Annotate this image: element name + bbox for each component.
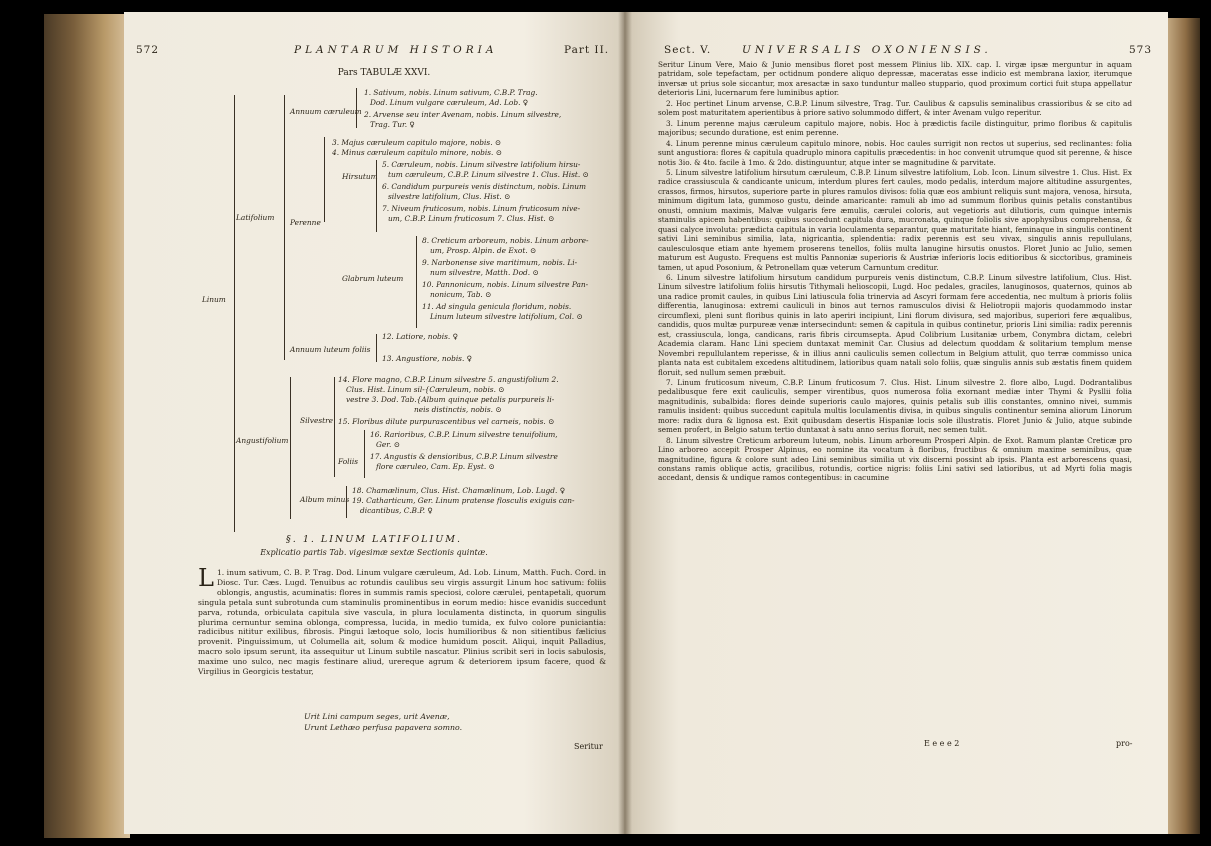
tree-branch-annuum-caeruleum: Annuum cæruleum: [290, 107, 362, 116]
tree-entry: Dod. Linum vulgare cæruleum, Ad. Lob. ♀: [370, 98, 529, 107]
paragraph: inum sativum, C. B. P. Trag. Dod. Linum vulgare cæruleum, Ad. Lob. Linum, Matth. Fuch. Cord. in Diosc. Tur. Cæs. Lugd. Tenuibus ac rotundis caulibus seu virgis assurgit Linum hoc sativum: foliis oblongis, angustis, acuminatis: flores in summis ramis speciosi, colore cærulei, pentapetali, quorum singula petala sunt subrotunda cum staminulis prominentibus in eorum medio: hisce evanidis succedunt parva, rotunda, orbiculata capitula sive vascula, in plura loculamenta distincta, in quorum singulis plurima cernuntur semina oblonga, compressa, lucida, in medio tumida, ex fulvo colore puniciantia: radicibus nititur exilibus, fibrosis. Pingui lætoque solo, locis humilioribus & non sitientibus fælicius provenit. Pinguissimum, ut Columella ait, solum & modice humidum poscit. Aliqui, inquit Palladius, macro solo ipsum serunt, ita assequitur ut Linum subtile nascatur. Plinius scribit seri in locis sabulosis, maxime uno sulco, nec magis festinare aliud, urereque agrum & deteriorem ipsum facere, quod & Virgilius in Georgicis testatur,: [198, 568, 606, 677]
book-edge-right: [1164, 18, 1200, 834]
tree-entry: num silvestre, Matth. Dod. ⊙: [430, 268, 539, 277]
tree-bracket-foliis: [364, 430, 365, 478]
left-body-text: [198, 564, 606, 678]
tree-entry: 15. Floribus dilute purpurascentibus vel carneis, nobis. ⊙: [338, 417, 555, 426]
tree-entry: Clus. Hist. Linum sil-{Cæruleum, nobis. ⊙: [346, 385, 505, 394]
tree-entry: 12. Latiore, nobis. ♀: [382, 332, 459, 341]
tree-entry: Trag. Tur. ♀: [370, 120, 415, 129]
tree-entry: 1. Sativum, nobis. Linum sativum, C.B.P. Trag.: [364, 88, 538, 97]
tree-bracket-angustifolium: [290, 377, 291, 519]
left-part-label: Part II.: [564, 44, 610, 56]
paragraph: 8. Linum silvestre Creticum arboreum luteum, nobis. Linum arboreum Prosperi Alpin. de Exot. Ramum plantæ Creticæ pro Lino arboreo accepit Prosper Alpinus, eo nomine ita vocatum à floribus, fructibus & omnium maxime seminibus, quæ magnitudine, figura & colore sunt adeo Lini seminibus similia ut vix discerni possint ab ipsis. Planta est arborescens quasi, constans ramis oblique actis, gracilibus, rotundis, cortice nigris: foliis Lini sativi sed latioribus, ut ad Myrti folia magis accedant, densis & undique ramos contegentibus: in cacumine: [658, 435, 1132, 483]
tree-bracket-silvestre: [334, 377, 335, 477]
paragraph: 7. Linum fruticosum niveum, C.B.P. Linum fruticosum 7. Clus. Hist. Linum silvestre 2. flore albo, Lugd. Dodrantalibus pedalibusque fere exit cauliculis, semper virentibus, quos numerosa folia exornant mediæ inter Thymi & Pysllii folia magnitudinis, subalbida: flores deinde superioris caulo majores, quinis petalis sub illis constantes, omnino nivei, summis ramulis insident: quibus succedunt capitula multis loculamentis divisa, in quibus singulis continentur semina aliorum Linorum more: radix dura & lignosa est. Exit quibusdam desertis Hispaniæ locis sole illustratis. Floret Junio & Julio, atque subinde semen profert, in Belgio satum tertio duntaxat à satu anno serius floruit, nec semen tulit.: [658, 377, 1132, 435]
tree-branch-latifolium: Latifolium: [236, 213, 275, 222]
tree-entry: 11. Ad singula genicula floridum, nobis.: [422, 302, 572, 311]
paragraph: 5. Linum silvestre latifolium hirsutum cæruleum, C.B.P. Linum silvestre latifolium, Lob. Icon. Linum silvestre 1. Clus. Hist. Ex radice crassiuscula & candicante unicum, interdum plures fert caules, modo pedalis, interdum majore altitudine assurgentes, crassos, firmos, hirsutos, superiore parte in plures ramulos divisos: folia quæ eos ambiunt reliquis sunt majora, venosa, hirsuta, minimum digitum lata, gummoso gustu, deinde amaricante: ramuli ab imo ad summum floribus quinis petalis constantibus onusti, omnium maximis, Malvæ vulgaris fere æmulis, cærulei coloris, aut vegetioris aut dilutioris, cum quinque internis staminulis apicem habentibus: quibus succedunt capitula dura, mucronata, quinque foliolis sive apophysibus comprehensa, & quasi calyce involuta: prædicta capitula in varia loculamenta separantur, quæ maturitate hiant, feminaque in singulis continent sativi Lini seminibus similia, lata, nigricantia, splendentia: radix perennis est seu vivax, singulis annis repullulans, caulesculosque etiam ante hyemem proserens tenellos, foliis multa lanugine hirsutis onustos. Floret Junio ac Julio, semen maturum est Augusto. Frequens est multis Pannoniæ superioris & Austriæ inferioris locis editioribus & sicctoribus, gramineis tamen, ut apud Posonium, & Petronellam quæ veterum Carnuntum creditur.: [658, 167, 1132, 272]
classification-tree: [124, 12, 624, 532]
open-book: [6, 6, 1205, 840]
right-body-text: [658, 60, 1132, 484]
tree-entry: um, C.B.P. Linum fruticosum 7. Clus. Hist. ⊙: [388, 214, 555, 223]
paragraph: Seritur Linum Vere, Maio & Junio mensibus floret post messem Plinius lib. XIX. cap. I. virgæ ipsæ merguntur in aquam patridam, sole tepefactam, per octidnum pondere aliquo depressæ, maceratas esse indicio est membrana laxior, iterumque inversæ ut prius sole siccantur, mox aresactæ in saxo tunduntur malleo stuppario, quod proximum cortici fuit stupa appellatur deterioris Lini, lucernarum fere luminibus aptior.: [658, 60, 1132, 98]
tree-entry: 8. Creticum arboreum, nobis. Linum arbore-: [422, 236, 589, 245]
tree-bracket-root: [234, 95, 235, 532]
tree-entry: 16. Rarioribus, C.B.P. Linum silvestre tenuifolium,: [370, 430, 558, 439]
right-page-number: 573: [1129, 44, 1153, 56]
book-gutter: [618, 12, 632, 834]
tree-bracket-glabrum: [416, 236, 417, 328]
left-page: [124, 12, 624, 834]
tree-entry: 18. Chamælinum, Clus. Hist. Chamælinum, Lob. Lugd. ♀: [352, 486, 566, 495]
tree-root-linum: Linum: [202, 295, 226, 304]
left-running-title: PLANTARUM HISTORIA: [294, 44, 498, 56]
paragraph: 6. Linum silvestre latifolium hirsutum candidum purpureis venis distinctum, C.B.P. Linum silvestre latifolium, Clus. Hist. Linum silvestre latifolium foliis hirsutis Tithymali helioscopii, Lugd. Hoc pedales, graciles, lanuginosos, quaternos, quinos ab una radice promit caules, in quibus Lini latiuscula folia trinervia ad Ascyri formam fere accedentia, nec multum à prioris foliis differentia, lanuginosa: extremi cauliculi in binos aut ternos ramusculos divisi & Heliotropii majoris quodammodo instar circumflexi, pleni sunt floribus quinis in lato aperiri incipiunt, Lini florum divisura, sed majoribus, superiori fere æqualibus, candidis, quos multæ purpureæ venæ intersecindunt: semen & capitula in quibus continetur, prioris Lini similia: radix perennis est, crassiuscula, longa, candicans, raris fibris circumsepta. Apud Colibrium Lusitaniæ urbem, Conymbra dictam, celebri Academia claram. Hanc Lini speciem duntaxat meminit Car. Clusius ad delectum quoddam & solitarium templum mense Novembri repullulantem reperisse, & in illius anni cauliculis semen collectum in Belgium attulit, quo terræ commisso unica planta nata est cubitalem excedens altitudinem, latioribus quam natali solo foliis, quæ singulis annis sub æstatis finem quidem floruit, sed nullum semen præbuit.: [658, 272, 1132, 377]
catchword: Seritur: [574, 742, 603, 751]
paragraph-number: 1.: [216, 568, 225, 577]
tree-branch-angustifolium: Angustifolium: [236, 436, 289, 445]
tree-entry: 19. Catharticum, Ger. Linum pratense flosculis exiguis can-: [352, 496, 575, 505]
table-heading: Pars TABULÆ XXVI.: [337, 68, 431, 78]
paragraph: 4. Linum perenne minus cæruleum capitulo minore, nobis. Hoc caules surrigit non rectos ut superius, sed reclinantes: folia sunt angustiora: flores & capitula quadruplo minora capitulis præcedentis: in hoc convenit utrumque quod sit perenne, & hisce notis 3io. & 4to. facile à 1mo. & 2do. distinguuntur, atque inter se magnitudine & parvitate.: [658, 138, 1132, 167]
right-page: [624, 12, 1168, 834]
right-running-title: UNIVERSALIS OXONIENSIS.: [742, 44, 992, 56]
tree-branch-album-minus: Album minus: [300, 495, 350, 504]
right-section-label: Sect. V.: [664, 44, 712, 56]
tree-entry: neis distinctis, nobis. ⊙: [414, 405, 502, 414]
tree-bracket-annuum-luteum: [376, 334, 377, 362]
paragraph: 2. Hoc pertinet Linum arvense, C.B.P. Linum silvestre, Trag. Tur. Caulibus & capsulis seminalibus crassioribus & se cito ad solem post maturitatem aperientibus à priore sativo solummodo differt, & inter Avenam vulgo reperitur.: [658, 98, 1132, 118]
tree-entry: flore cæruleo, Cam. Ep. Eyst. ⊙: [376, 462, 495, 471]
tree-entry: 17. Angustis & densioribus, C.B.P. Linum silvestre: [370, 452, 558, 461]
tree-branch-foliis: Foliis: [338, 457, 359, 466]
tree-entry: silvestre latifolium, Clus. Hist. ⊙: [388, 192, 511, 201]
tree-entry: 7. Niveum fruticosum, nobis. Linum fruticosum nive-: [382, 204, 581, 213]
verse-line: Urit Lini campum seges, urit Avenæ,: [304, 712, 450, 721]
tree-branch-annuum-luteum: Annuum luteum foliis: [290, 345, 371, 354]
drop-cap: L: [198, 564, 214, 592]
tree-branch-perenne: Perenne: [290, 218, 321, 227]
tree-bracket-hirsutum: [376, 160, 377, 232]
tree-entry: tum cæruleum, C.B.P. Linum silvestre 1. Clus. Hist. ⊙: [388, 170, 589, 179]
tree-entry: 2. Arvense seu inter Avenam, nobis. Linum silvestre,: [364, 110, 562, 119]
verse-line: Urunt Lethæo perfusa papavera somno.: [304, 723, 463, 732]
tree-entry: 3. Majus cæruleum capitulo majore, nobis. ⊙: [332, 138, 502, 147]
tree-entry: 13. Angustiore, nobis. ♀: [382, 354, 473, 363]
tree-entry: 14. Flore magno, C.B.P. Linum silvestre 5. angustifolium 2.: [338, 375, 559, 384]
tree-entry: 6. Candidum purpureis venis distinctum, nobis. Linum: [382, 182, 587, 191]
signature-mark: E e e e 2: [924, 739, 960, 748]
tree-branch-glabrum-luteum: Glabrum luteum: [342, 274, 404, 283]
tree-entry: 5. Cæruleum, nobis. Linum silvestre latifolium hirsu-: [382, 160, 581, 169]
tree-entry: 9. Narbonense sive maritimum, nobis. Li-: [422, 258, 578, 267]
tree-entry: dicantibus, C.B.P. ♀: [360, 506, 433, 515]
tree-entry: 10. Pannonicum, nobis. Linum silvestre Pan-: [422, 280, 589, 289]
tree-bracket-album-minus: [346, 486, 347, 518]
catchword: pro-: [1116, 739, 1133, 748]
tree-entry: Linum luteum silvestre latifolium, Col. ⊙: [430, 312, 583, 321]
tree-branch-hirsutum: Hirsutum: [342, 172, 378, 181]
tree-entry: nonicum, Tab. ⊙: [430, 290, 492, 299]
paragraph: 3. Linum perenne majus cæruleum capitulo majore, nobis. Hoc à prædictis facile distinguitur, primo floribus & capitulis majoribus; secundo duratione, est enim perenne.: [658, 118, 1132, 138]
section-caption: Explicatio partis Tab. vigesimæ sextæ Sectionis quintæ.: [260, 548, 488, 557]
section-title: §. 1. LINUM LATIFOLIUM.: [286, 534, 462, 545]
tree-bracket-perenne: [324, 137, 325, 222]
tree-entry: 4. Minus cæruleum capitulo minore, nobis. ⊙: [332, 148, 502, 157]
tree-entry: um, Prosp. Alpin. de Exot. ⊙: [430, 246, 537, 255]
tree-entry: Ger. ⊙: [376, 440, 400, 449]
tree-bracket-latifolium: [284, 95, 285, 360]
tree-bracket-annuum: [356, 88, 357, 128]
left-page-number: 572: [136, 44, 160, 56]
book-edge-left: [44, 14, 130, 838]
tree-entry: vestre 3. Dod. Tab.{Album quinque petalis purpureis li-: [346, 395, 555, 404]
tree-branch-silvestre: Silvestre: [300, 416, 334, 425]
